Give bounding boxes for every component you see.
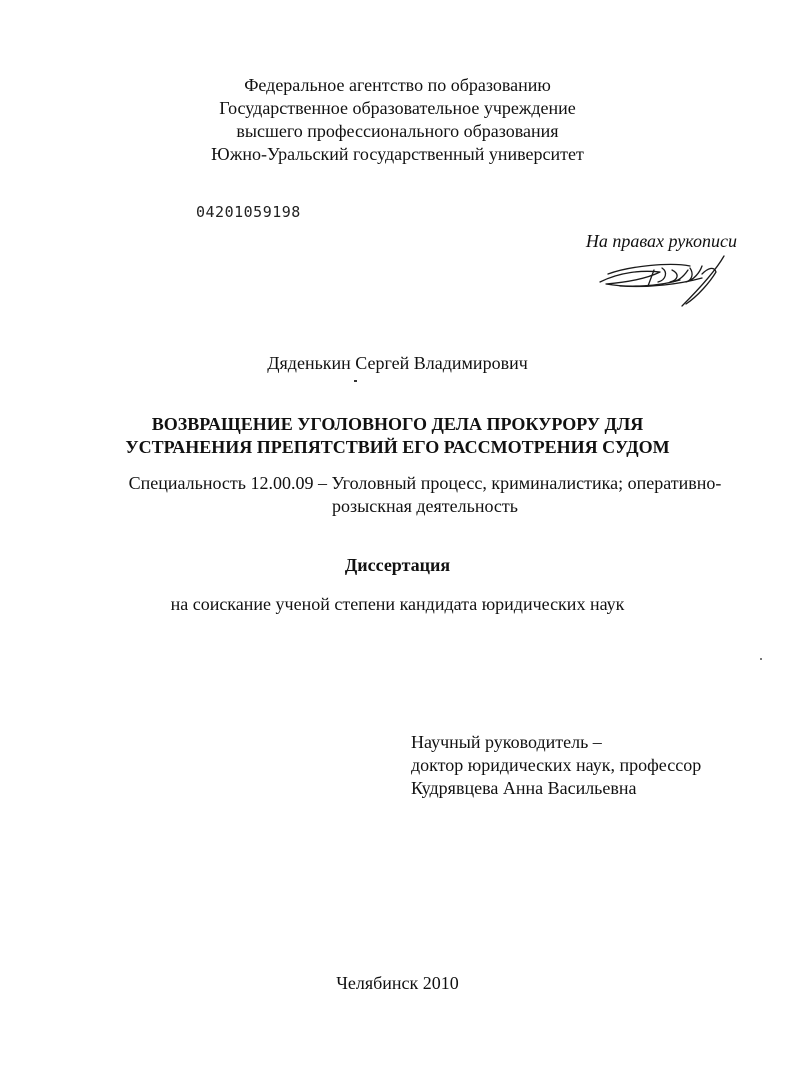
dissertation-title <box>0 413 795 459</box>
supervisor-line: Научный руководитель – <box>411 732 602 752</box>
author-name: Дяденькин Сергей Владимирович <box>267 353 528 373</box>
supervisor-block <box>411 731 701 800</box>
stray-mark <box>354 380 357 382</box>
specialty-line: розыскная деятельность <box>332 496 518 516</box>
agency-line: Южно-Уральский государственный университет <box>211 144 584 164</box>
supervisor-line: Кудрявцева Анна Васильевна <box>411 778 637 798</box>
document-type: Диссертация <box>344 555 451 575</box>
city-year: Челябинск 2010 <box>336 973 459 993</box>
agency-line: Государственное образовательное учреждение <box>219 98 576 118</box>
stray-mark <box>760 658 762 660</box>
agency-header <box>0 74 795 166</box>
title-line: ВОЗВРАЩЕНИЕ УГОЛОВНОГО ДЕЛА ПРОКУРОРУ ДЛЯ <box>151 414 644 434</box>
specialty <box>100 472 750 518</box>
document-number: 04201059198 <box>196 203 301 221</box>
signature-icon <box>590 252 750 312</box>
supervisor-line: доктор юридических наук, профессор <box>411 755 702 775</box>
degree-statement: на соискание ученой степени кандидата юридических наук <box>170 594 625 614</box>
agency-line: Федеральное агентство по образованию <box>244 75 551 95</box>
title-line: УСТРАНЕНИЯ ПРЕПЯТСТВИЙ ЕГО РАССМОТРЕНИЯ СУДОМ <box>125 437 670 457</box>
specialty-line: Специальность 12.00.09 – Уголовный процесс, криминалистика; оперативно- <box>128 473 722 493</box>
manuscript-note: На правах рукописи <box>585 231 737 251</box>
agency-line: высшего профессионального образования <box>236 121 559 141</box>
